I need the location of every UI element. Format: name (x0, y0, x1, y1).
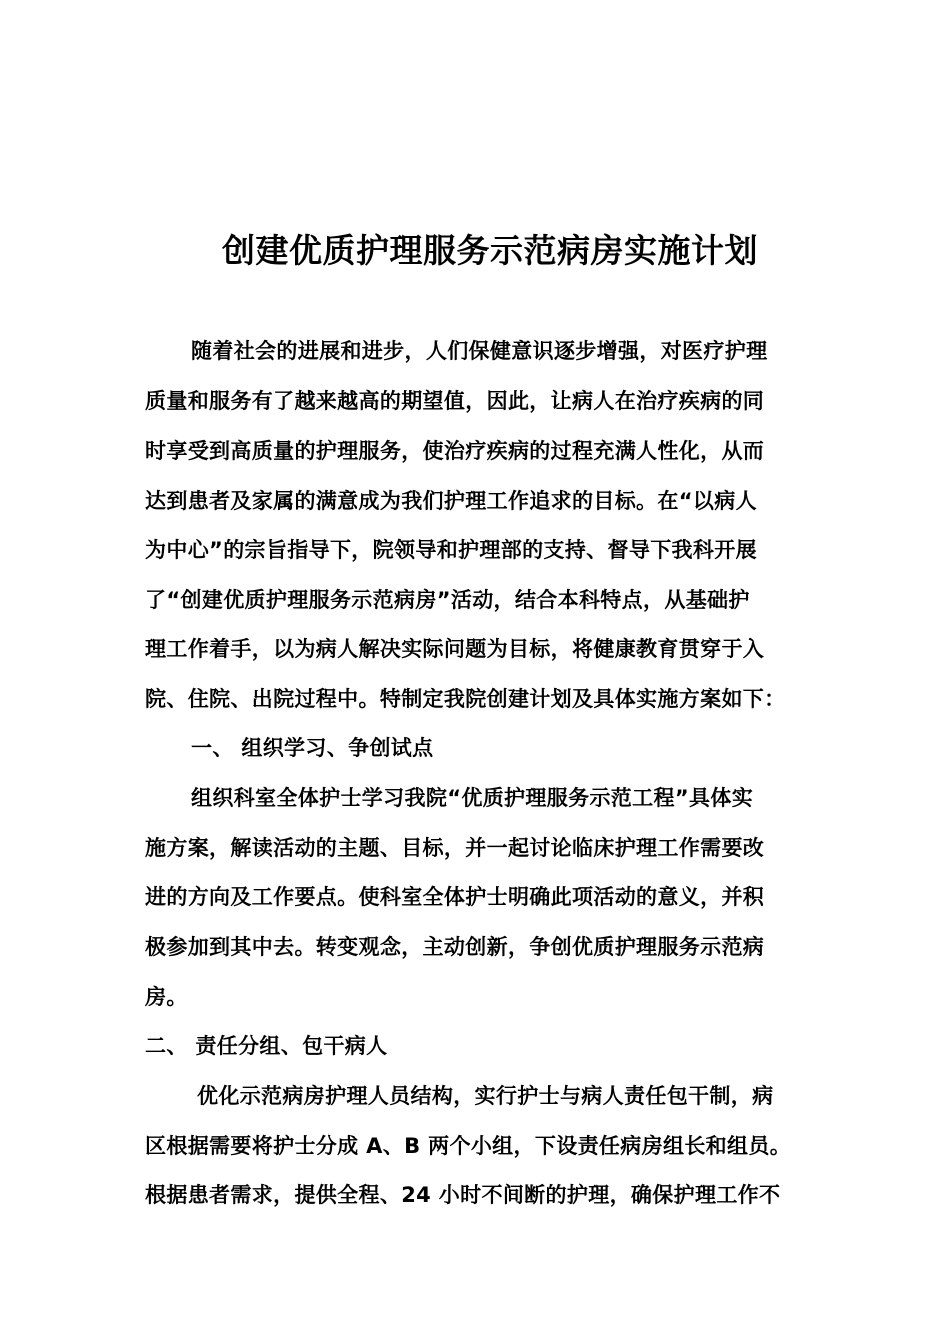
document-title: 创建优质护理服务示范病房实施计划 (222, 231, 758, 270)
paragraph-line: 质量和服务有了越来越高的期望值，因此，让病人在治疗疾病的同 (145, 389, 765, 413)
paragraph-line: 为中心”的宗旨指导下，院领导和护理部的支持、督导下我科开展 (145, 538, 757, 562)
section-heading-1: 一、 组织学习、争创试点 (191, 736, 434, 760)
paragraph-line: 优化示范病房护理人员结构，实行护士与病人责任包干制，病 (197, 1084, 774, 1108)
paragraph-line: 区根据需要将护士分成 A、B 两个小组，下设责任病房组长和组员。 (145, 1134, 792, 1158)
paragraph-line: 理工作着手，以为病人解决实际问题为目标，将健康教育贯穿于入 (145, 637, 765, 661)
paragraph-line: 随着社会的进展和进步，人们保健意识逐步增强，对医疗护理 (191, 339, 768, 363)
paragraph-line: 了“创建优质护理服务示范病房”活动，结合本科特点，从基础护 (145, 588, 750, 612)
paragraph-line: 根据患者需求，提供全程、24 小时不间断的护理，确保护理工作不 (145, 1183, 781, 1207)
paragraph-line: 组织科室全体护士学习我院“优质护理服务示范工程”具体实 (191, 786, 754, 810)
paragraph-line: 极参加到其中去。转变观念，主动创新，争创优质护理服务示范病 (145, 935, 765, 959)
paragraph-line: 进的方向及工作要点。使科室全体护士明确此项活动的意义，并积 (145, 885, 765, 909)
paragraph-line: 院、住院、出院过程中。特制定我院创建计划及具体实施方案如下： (145, 687, 786, 711)
paragraph-line: 达到患者及家属的满意成为我们护理工作追求的目标。在“以病人 (145, 489, 757, 513)
section-heading-2: 二、 责任分组、包干病人 (145, 1034, 388, 1058)
paragraph-line: 施方案，解读活动的主题、目标，并一起讨论临床护理工作需要改 (145, 836, 765, 860)
paragraph-line: 时享受到高质量的护理服务，使治疗疾病的过程充满人性化，从而 (145, 439, 765, 463)
paragraph-line: 房。 (145, 985, 188, 1009)
